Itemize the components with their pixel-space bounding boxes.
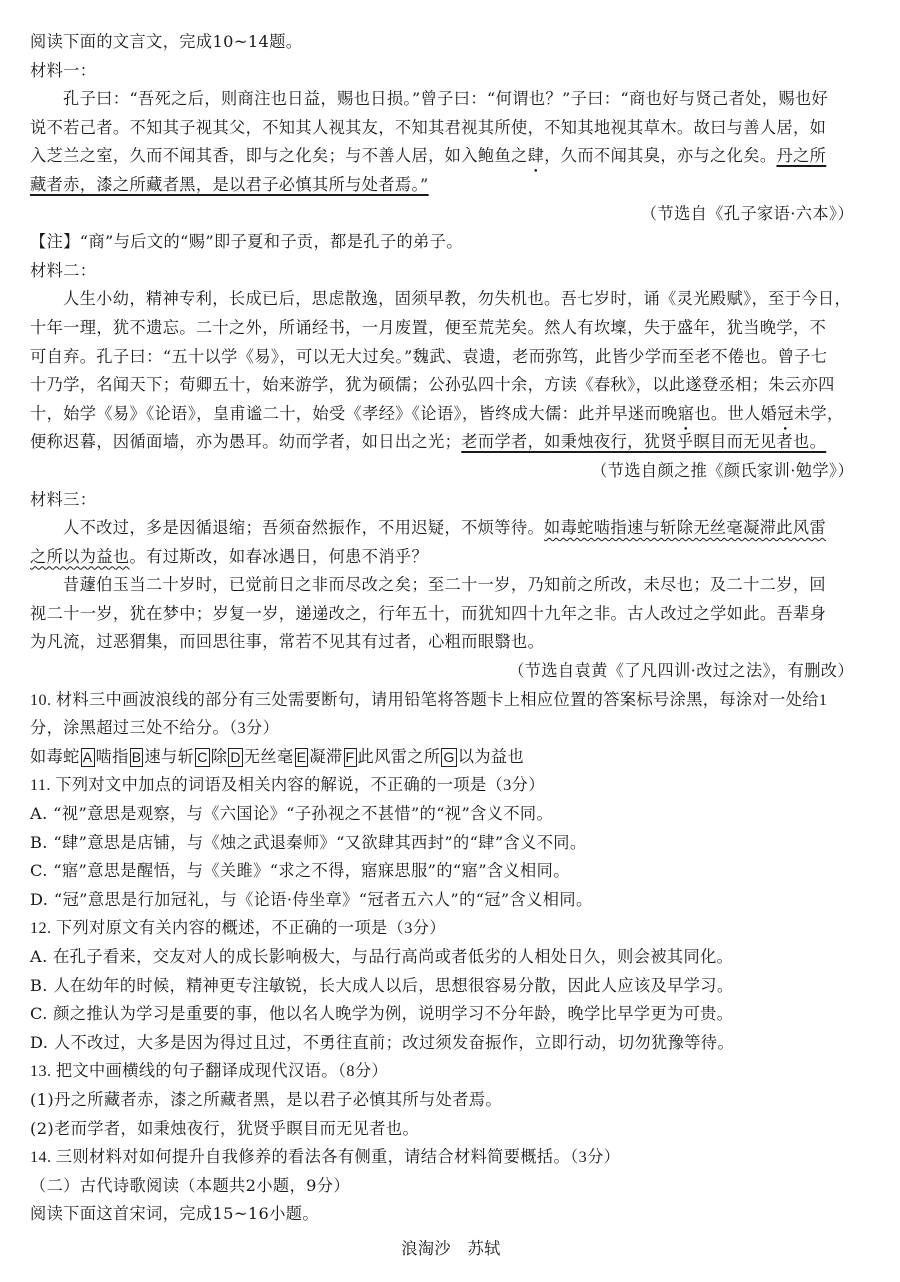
material-2-line: 可自弃。孔子曰：“五十以学《易》，可以无大过矣。”魏武、袁遗，老而弥笃，此皆少学而至老不倦也。曾子七	[30, 346, 828, 366]
material-3-source: （节选自袁黄《了凡四训·改过之法》，有删改）	[508, 661, 854, 681]
segment-text: 啮指	[95, 746, 129, 766]
reading-instruction: 阅读下面的文言文，完成10~14题。	[30, 32, 303, 51]
underlined-sentence: 老而学者，如秉烛夜行，犹贤乎瞑目而无见者也。	[461, 432, 827, 452]
material-3-line: 昔蘧伯玉当二十岁时，已觉前日之非而尽改之矣；至二十一岁，乃知前之所改，未尽也；及二十二岁，回	[63, 575, 827, 595]
answer-box-e[interactable]: E	[296, 748, 307, 765]
question-11-option-d[interactable]: D. “冠”意思是行加冠礼，与《论语·侍坐章》“冠者五六人”的“冠”含义相同。	[30, 889, 593, 909]
question-10-stem: 分，涂黑超过三处不给分。（3分）	[30, 719, 280, 738]
material-1-source: （节选自《孔子家语·六本》）	[640, 203, 854, 223]
underlined-sentence: 丹之所	[776, 146, 827, 166]
material-2-line	[30, 400, 872, 429]
dotted-word: 肆	[527, 146, 545, 166]
question-13-stem: 13. 把文中画横线的句子翻译成现代汉语。（8分）	[30, 1062, 389, 1081]
question-12-option-a[interactable]: A. 在孔子看来，交友对人的成长影响极大，与品行高尚或者低劣的人相处日久，则会被其同化。	[30, 947, 734, 966]
segment-text: 此风雷之所	[357, 746, 441, 766]
text-span: 未学，	[793, 403, 844, 423]
material-3-label: 材料三：	[30, 489, 97, 509]
material-2-line: 人生小幼，精神专利，长成已后，思虑散逸，固须早教，勿失机也。吾七岁时，诵《灵光殿赋》，至于今日，	[63, 289, 852, 309]
answer-box-c[interactable]: C	[197, 748, 208, 765]
segment-text: 以为益也	[457, 746, 525, 766]
material-3-line: 为凡流，过恶猬集，而回思往事，常若不见其有过者，心粗而眼翳也。	[30, 632, 545, 652]
dotted-word: 冠	[777, 403, 794, 423]
segment-text: 凝滞	[309, 746, 343, 766]
question-11-option-a[interactable]: A. “视”意思是观察，与《六国论》“子孙视之不甚惜”的“视”含义不同。	[30, 804, 554, 824]
text-span: 入芝兰之室，久而不闻其香，即与之化矣；与不善人居，如入鲍鱼之	[30, 146, 528, 166]
text-span: 人不改过，多是因循退缩；吾须奋然振作，不用迟疑，不烦等待。	[63, 518, 545, 538]
question-12-stem: 12. 下列对原文有关内容的概述，不正确的一项是（3分）	[30, 919, 446, 938]
poem-title: 浪淘沙 苏轼	[401, 1238, 501, 1258]
answer-box-a[interactable]: A	[82, 748, 93, 765]
material-1-line	[30, 171, 872, 200]
material-1-line: 说不若己者。不知其子视其父，不知其人视其友，不知其君视其所使，不知其地视其草木。故曰与善人居，如	[30, 117, 827, 137]
material-2-source: （节选自颜之推《颜氏家训·勉学》）	[591, 460, 854, 480]
question-10-options	[30, 743, 872, 772]
underlined-sentence: 藏者赤，漆之所藏者黑，是以君子必慎其所与处者焉。”	[30, 174, 429, 194]
material-2-label: 材料二：	[30, 260, 97, 280]
material-2-line: 十乃学，名闻天下；荀卿五十，始来游学，犹为硕儒；公孙弘四十余，方读《春秋》，以此遂登丞相；朱云亦四	[30, 375, 835, 395]
answer-box-g[interactable]: G	[443, 748, 455, 765]
wavy-underlined-text: 如毒蛇啮指速与斩除无丝毫凝滞此风雷	[544, 518, 827, 538]
wavy-underlined-text: 之所以为益也	[30, 546, 130, 566]
text-span: 十，始学《易》《论语》，皇甫谧二十，始受《孝经》《论语》，皆终成大儒：此并早迷而晚	[30, 403, 678, 423]
segment-text: 如毒蛇	[30, 746, 80, 766]
question-11-option-b[interactable]: B. “肆”意思是店铺，与《烛之武退秦师》“又欲肆其西封”的“肆”含义不同。	[30, 832, 587, 852]
question-13-sentence-1: (1)丹之所藏者赤，漆之所藏者黑，是以君子必慎其所与处者焉。	[30, 1089, 502, 1109]
material-1-label: 材料一：	[30, 60, 97, 80]
answer-box-f[interactable]: F	[345, 748, 355, 765]
segment-text: 除	[210, 746, 228, 766]
material-2-line: 十年一理，犹不遗忘。二十之外，所诵经书，一月废置，便至荒芜矣。然人有坎壈，失于盛年，犹当晚学，不	[30, 317, 827, 337]
question-13-sentence-2: (2)老而学者，如秉烛夜行，犹贤乎瞑目而无见者也。	[30, 1118, 420, 1138]
material-2-line	[30, 428, 872, 457]
question-11-stem: 11. 下列对文中加点的词语及相关内容的解说，不正确的一项是（3分）	[30, 776, 545, 795]
segment-text: 速与斩	[144, 746, 195, 766]
dotted-word: 寤	[677, 403, 695, 423]
text-span: 也。世人婚	[694, 403, 778, 423]
material-3-line: 视二十一岁，犹在梦中；岁复一岁，递递改之，行年五十，而犹知四十九年之非。古人改过之学如此。吾辈身	[30, 603, 827, 623]
material-1-line: 孔子曰：“吾死之后，则商注也日益，赐也日损。”曾子曰：“何谓也？”子曰：“商也好与贤己者处，赐也好	[63, 89, 829, 109]
material-1-line	[30, 142, 872, 171]
answer-box-d[interactable]: D	[230, 748, 241, 765]
material-3-line	[30, 514, 872, 543]
exam-page	[30, 28, 872, 1264]
question-12-option-c[interactable]: C. 颜之推认为学习是重要的事，他以名人晚学为例，说明学习不分年龄，晚学比早学更为可贵。	[30, 1004, 734, 1024]
material-1-note: 【注】“商”与后文的“赐”即子夏和子贡，都是孔子的弟子。	[30, 232, 463, 252]
section-2-heading: （二）古代诗歌阅读（本题共2小题，9分）	[30, 1175, 350, 1195]
question-11-option-c[interactable]: C. “寤”意思是醒悟，与《关雎》“求之不得，寤寐思服”的“寤”含义相同。	[30, 861, 570, 881]
section-2-instruction: 阅读下面这首宋词，完成15~16小题。	[30, 1204, 319, 1224]
question-10-stem: 10. 材料三中画波浪线的部分有三处需要断句，请用铅笔将答题卡上相应位置的答案标号涂黑，每涂对一处给1	[30, 690, 828, 709]
text-span: ，久而不闻其臭，亦与之化矣。	[544, 146, 777, 166]
text-span: 。有过斯改，如春冰遇日，何患不消乎？	[129, 546, 429, 566]
segment-text: 无丝毫	[243, 746, 294, 766]
question-12-option-b[interactable]: B. 人在幼年的时候，精神更专注敏锐，长大成人以后，思想很容易分散，因此人应该及早学习。	[30, 975, 734, 995]
question-12-option-d[interactable]: D. 人不改过，大多是因为得过且过，不勇往直前；改过须发奋振作，立即行动，切勿犹豫等待。	[30, 1032, 734, 1052]
text-span: 便称迟暮，因循面墙，亦为愚耳。幼而学者，如日出之光；	[30, 432, 462, 452]
answer-box-b[interactable]: B	[131, 748, 142, 765]
material-3-line	[30, 543, 872, 572]
question-14-stem: 14. 三则材料对如何提升自我修养的看法各有侧重，请结合材料简要概括。（3分）	[30, 1148, 621, 1167]
